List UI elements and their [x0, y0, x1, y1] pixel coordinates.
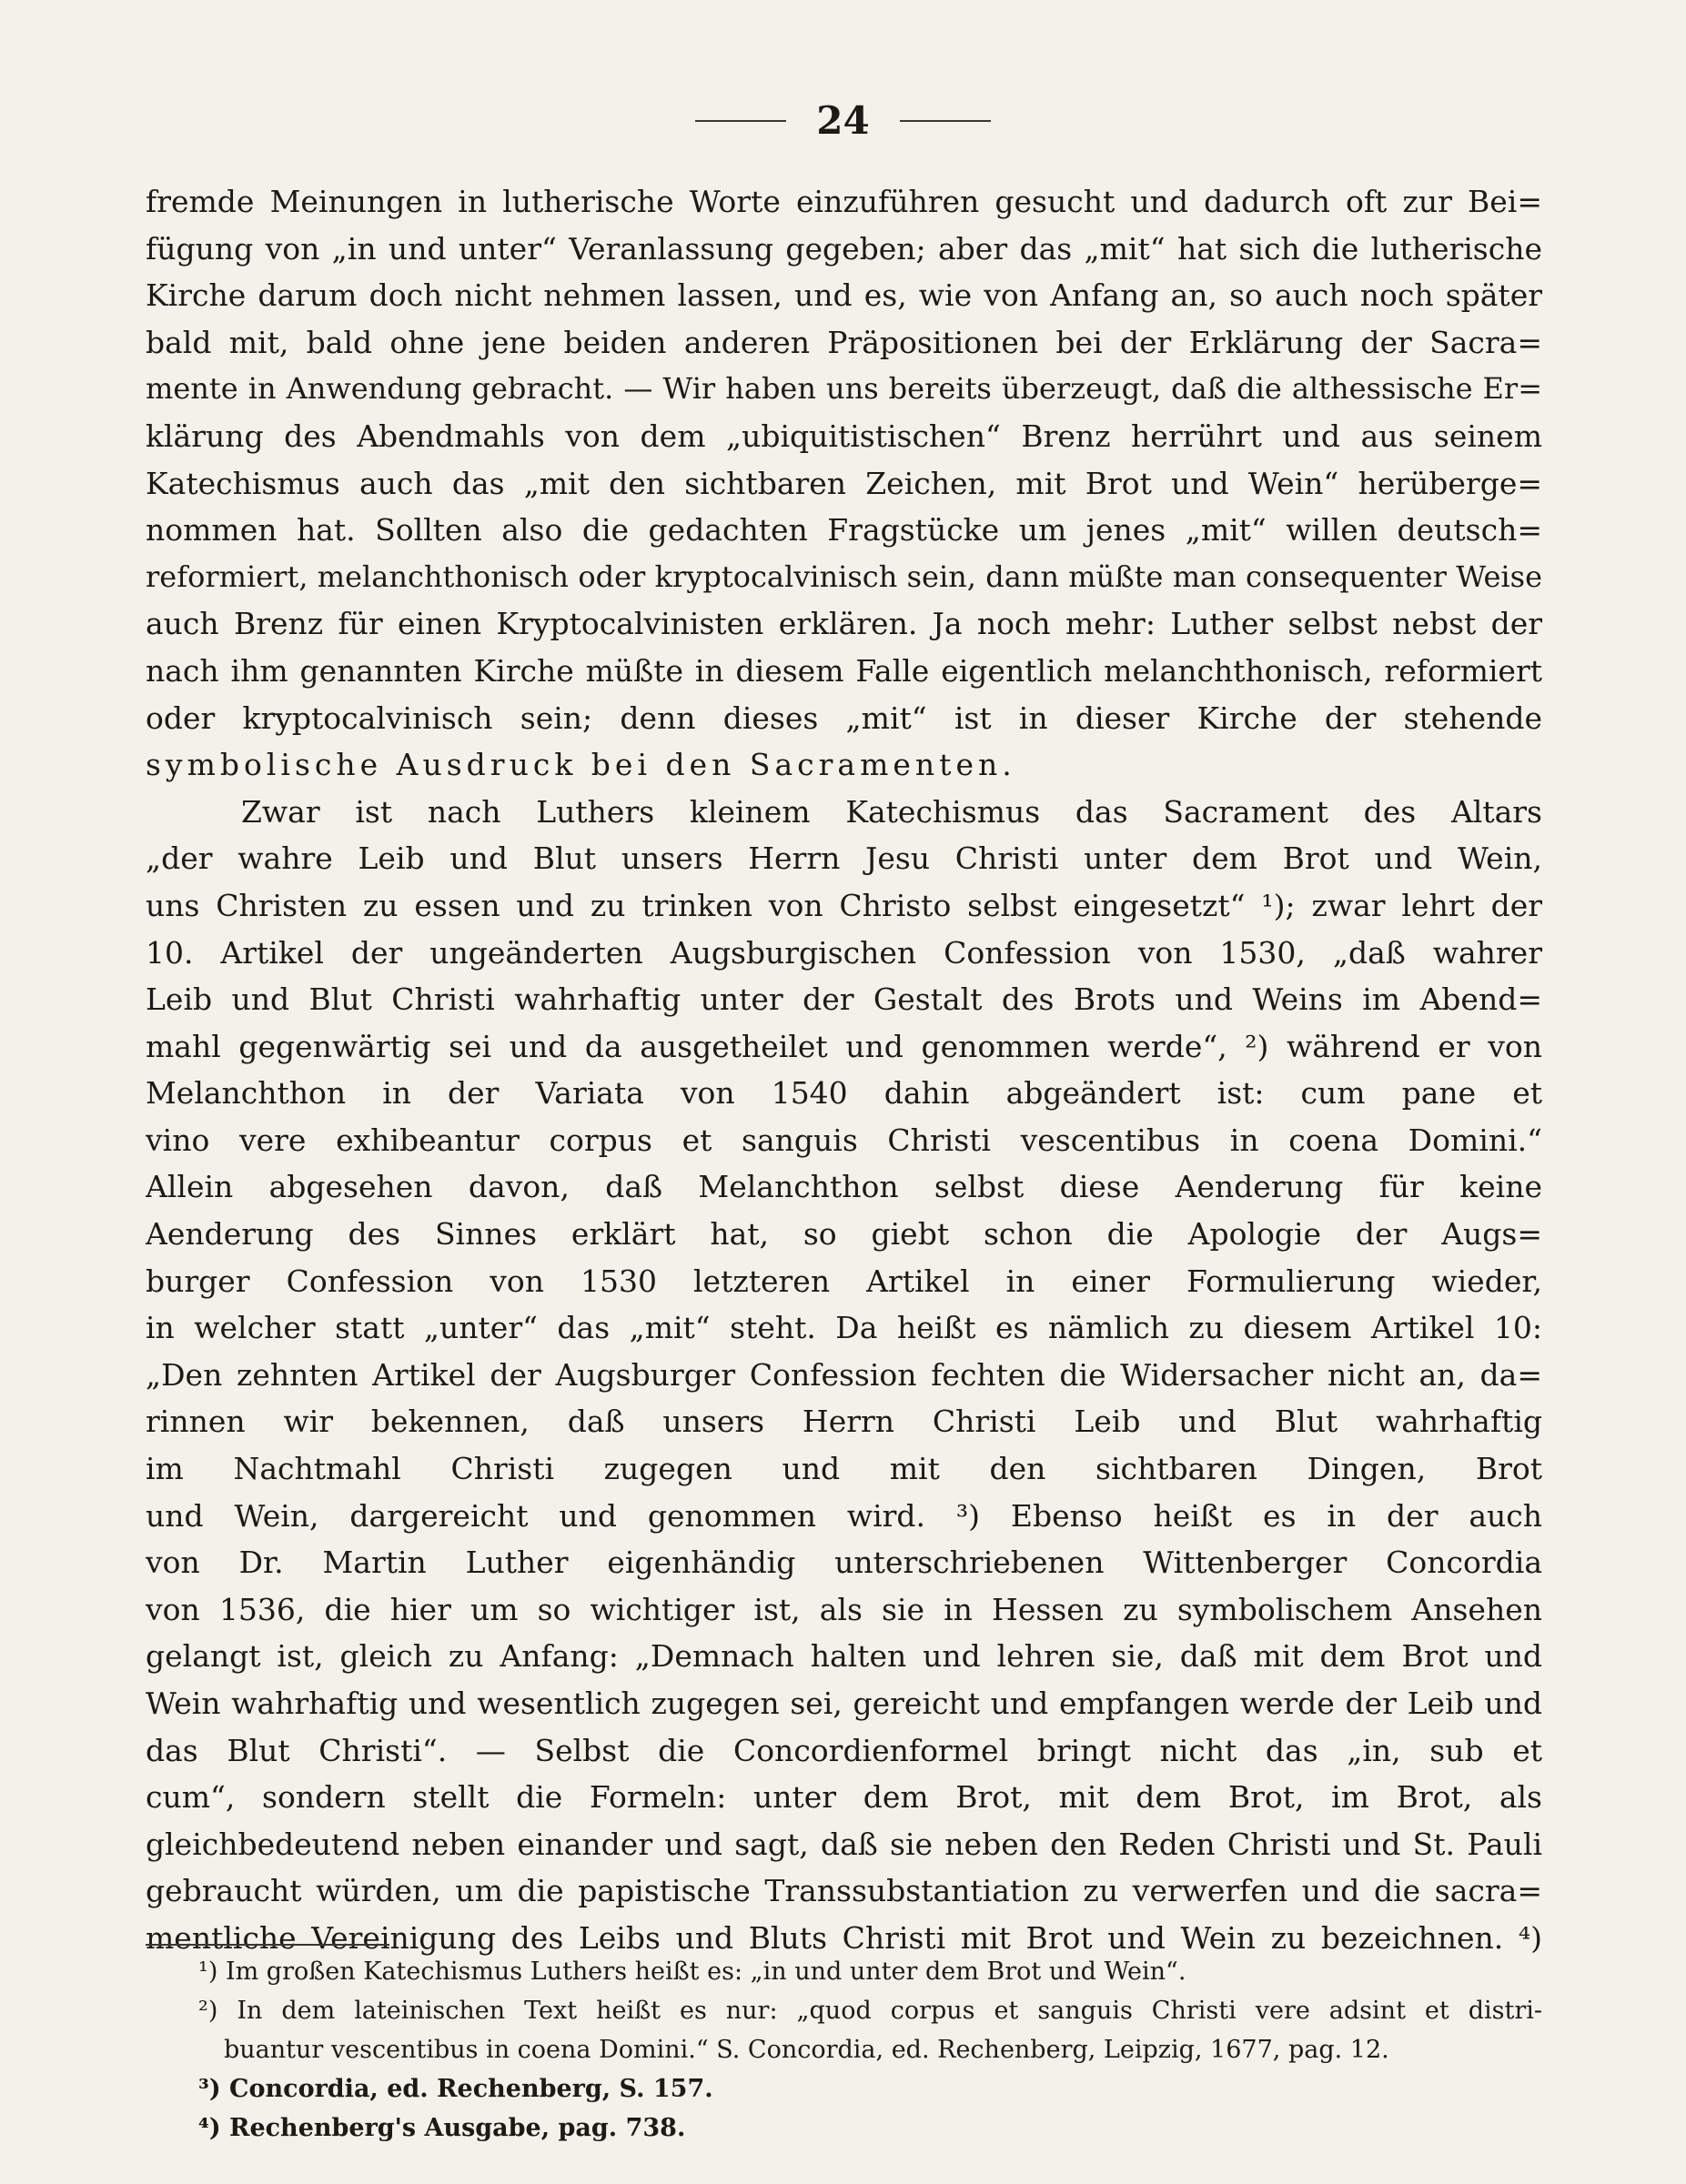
body-line: gebraucht würden, um die papistische Transsubstantiation zu verwerfen und die sacra= — [146, 1873, 1542, 1909]
body-line: fremde Meinungen in lutherische Worte einzuführen gesucht und dadurch oft zur Bei= — [146, 184, 1542, 219]
body-line: uns Christen zu essen und zu trinken von Christo selbst eingesetzt“ ¹); zwar lehrt der — [146, 887, 1542, 923]
footnote: ³) Concordia, ed. Rechenberg, S. 157. — [198, 2075, 713, 2103]
body-line: symbolische Ausdruck bei den Sacramenten. — [146, 747, 1016, 783]
body-line: im Nachtmahl Christi zugegen und mit den sichtbaren Dingen, Brot — [146, 1451, 1542, 1487]
body-line: Allein abgesehen davon, daß Melanchthon selbst diese Aenderung für keine — [146, 1169, 1542, 1205]
body-line: nommen hat. Sollten also die gedachten Fragstücke um jenes „mit“ willen deutsch= — [146, 512, 1542, 549]
body-line: Katechismus auch das „mit den sichtbaren Zeichen, mit Brot und Wein“ herüberge= — [146, 465, 1542, 501]
body-line: „der wahre Leib und Blut unsers Herrn Jesu Christi unter dem Brot und Wein, — [146, 840, 1542, 877]
body-line: bald mit, bald ohne jene beiden anderen Präpositionen bei der Erklärung der Sacra= — [146, 324, 1542, 360]
page-number: 24 — [816, 98, 870, 143]
body-line: oder kryptocalvinisch sein; denn dieses „mit“ ist in dieser Kirche der stehende — [146, 699, 1542, 736]
body-line: auch Brenz für einen Kryptocalvinisten erklären. Ja noch mehr: Luther selbst nebst der — [146, 606, 1542, 642]
body-line: fügung von „in und unter“ Veranlassung gegeben; aber das „mit“ hat sich die lutherische — [146, 230, 1542, 267]
footnote: ²) In dem lateinischen Text heißt es nur: „quod corpus et sanguis Christi vere adsint et distri- — [198, 1997, 1542, 2025]
body-line: 10. Artikel der ungeänderten Augsburgischen Confession von 1530, „daß wahrer — [146, 934, 1542, 971]
body-text — [146, 178, 1542, 1962]
footnote: ¹) Im großen Katechismus Luthers heißt es: „in und unter dem Brot und Wein“. — [198, 1958, 1186, 1986]
body-line: gleichbedeutend neben einander und sagt, daß sie neben den Reden Christi und St. Pauli — [146, 1826, 1542, 1862]
body-line: klärung des Abendmahls von dem „ubiquitistischen“ Brenz herrührt und aus seinem — [146, 418, 1542, 454]
footnote-divider — [146, 1944, 389, 1946]
body-line: Zwar ist nach Luthers kleinem Katechismus das Sacrament des Altars — [241, 793, 1542, 830]
footnote: ⁴) Rechenberg's Ausgabe, pag. 738. — [198, 2114, 686, 2142]
body-line: mente in Anwendung gebracht. — Wir haben uns bereits überzeugt, daß die althessische Er= — [146, 371, 1542, 407]
body-line: das Blut Christi“. — Selbst die Concordienformel bringt nicht das „in, sub et — [146, 1732, 1542, 1768]
body-line: Leib und Blut Christi wahrhaftig unter der Gestalt des Brots und Weins im Abend= — [146, 981, 1542, 1018]
body-line: mentliche Vereinigung des Leibs und Bluts Christi mit Brot und Wein zu bezeichnen. ⁴) — [146, 1919, 1542, 1956]
footnote-continuation: buantur vescentibus in coena Domini.“ S. Concordia, ed. Rechenberg, Leipzig, 1677, pag. 12. — [224, 2036, 1389, 2064]
body-line: reformiert, melanchthonisch oder kryptocalvinisch sein, dann müßte man consequenter Weise — [146, 559, 1542, 594]
body-line: Melanchthon in der Variata von 1540 dahin abgeändert ist: cum pane et — [146, 1075, 1542, 1112]
body-line: und Wein, dargereicht und genommen wird. ³) Ebenso heißt es in der auch — [146, 1497, 1542, 1534]
body-line: Wein wahrhaftig und wesentlich zugegen sei, gereicht und empfangen werde der Leib und — [146, 1686, 1542, 1721]
body-line: Kirche darum doch nicht nehmen lassen, und es, wie von Anfang an, so auch noch später — [146, 277, 1542, 314]
body-line: gelangt ist, gleich zu Anfang: „Demnach halten und lehren sie, daß mit dem Brot und — [146, 1638, 1542, 1675]
body-line: Aenderung des Sinnes erklärt hat, so giebt schon die Apologie der Augs= — [146, 1216, 1542, 1253]
body-line: burger Confession von 1530 letzteren Artikel in einer Formulierung wieder, — [146, 1263, 1542, 1299]
footnotes — [198, 1952, 1542, 2148]
body-line: von Dr. Martin Luther eigenhändig unterschriebenen Wittenberger Concordia — [146, 1545, 1542, 1581]
body-line: cum“, sondern stellt die Formeln: unter dem Brot, mit dem Brot, im Brot, als — [146, 1779, 1542, 1816]
body-line: rinnen wir bekennen, daß unsers Herrn Christi Leib und Blut wahrhaftig — [146, 1404, 1542, 1440]
body-line: nach ihm genannten Kirche müßte in diesem Falle eigentlich melanchthonisch, reformiert — [146, 652, 1542, 689]
header-rule-right — [900, 120, 991, 122]
body-line: von 1536, die hier um so wichtiger ist, als sie in Hessen zu symbolischem Ansehen — [146, 1591, 1542, 1627]
body-line: „Den zehnten Artikel der Augsburger Confession fechten die Widersacher nicht an, da= — [146, 1356, 1542, 1393]
body-line: vino vere exhibeantur corpus et sanguis Christi vescentibus in coena Domini.“ — [146, 1122, 1542, 1158]
body-line: mahl gegenwärtig sei und da ausgetheilet und genommen werde“, ²) während er von — [146, 1028, 1542, 1064]
page-header — [0, 98, 1686, 153]
body-line: in welcher statt „unter“ das „mit“ steht. Da heißt es nämlich zu diesem Artikel 10: — [146, 1310, 1542, 1346]
header-rule-left — [695, 120, 786, 122]
